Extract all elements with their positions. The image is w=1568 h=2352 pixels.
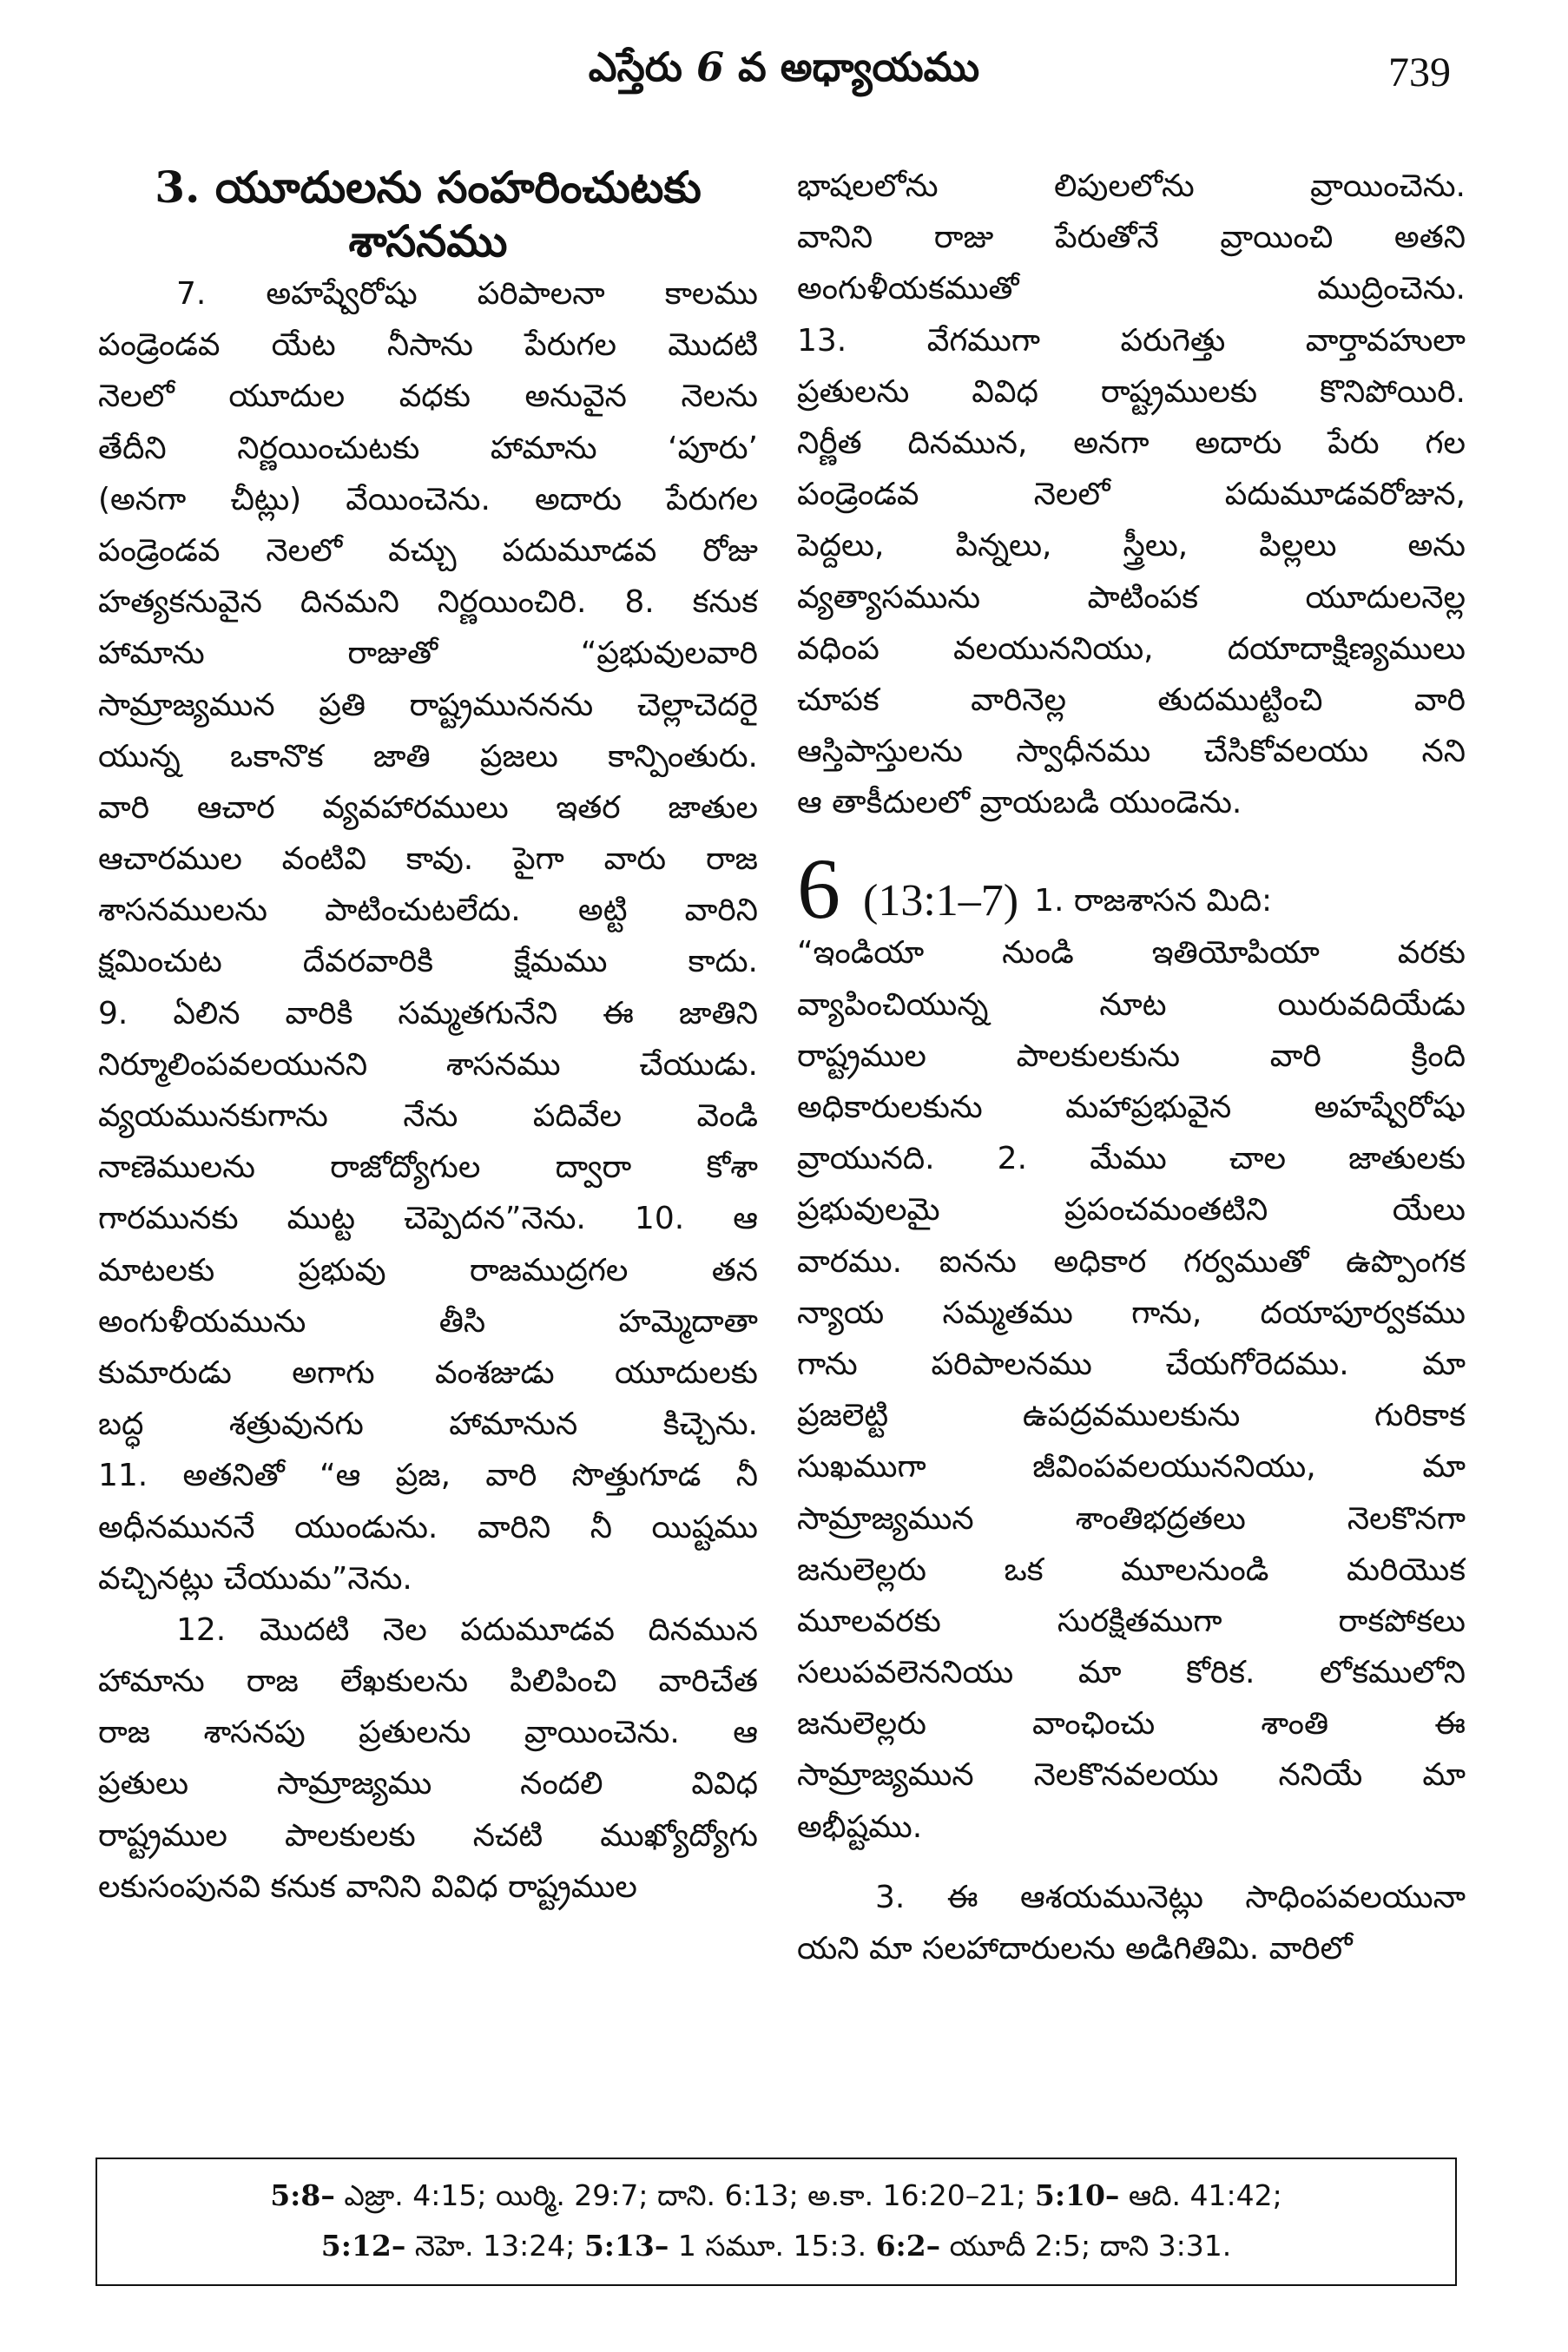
cross-reference-verse: 5:13– [583,2229,669,2263]
running-header [0,43,1568,104]
running-title-chapter-number: 6 [696,43,725,90]
text-line: గాను పరిపాలనము చేయగోరెదము. మా [797,1346,1466,1382]
text-line: తేదీని నిర్ణయించుటకు హామాను ‘పూరు’ [98,430,758,466]
text-line: యని మా సలహాదారులను అడిగితిమి. వారిలో [797,1931,1353,1967]
text-line: హత్యకనువైన దినమని నిర్ణయించిరి. 8. కనుక [98,584,758,621]
text-line: పండ్రెండవ నెలలో పదుమూడవరోజున, [797,477,1466,513]
chapter-reference: (13:1–7) [863,876,1019,926]
text-line: వానిని రాజు పేరుతోనే వ్రాయించి అతని [797,220,1466,256]
text-line: నిర్మూలింపవలయునని శాసనము చేయుడు. [98,1046,758,1083]
text-line: బద్ధ శత్రువునగు హామానున కిచ్చెను. [98,1407,758,1443]
text-line: ఆచారముల వంటివి కావు. పైగా వారు రాజ [98,841,758,878]
text-line: వారము. ఐనను అధికార గర్వముతో ఉప్పొంగక [797,1243,1466,1280]
chapter-number: 6 [797,840,840,928]
text-line: ప్రతులను వివిధ రాష్ట్రములకు కొనిపోయిరి. [797,373,1466,410]
text-line: వ్రాయునది. 2. మేము చాల జాతులకు [797,1141,1466,1177]
text-line: ప్రభువులమై ప్రపంచమంతటిని యేలు [797,1192,1466,1229]
text-line: జనులెల్లరు వాంఛించు శాంతి ఈ [797,1706,1466,1743]
left-body-text [98,268,758,1913]
text-line: శాసనములను పాటించుటలేదు. అట్టి వారిని [98,893,758,929]
text-line: వ్యత్యాసమును పాటింపక యూదులనెల్ల [797,579,1466,616]
cross-reference-verse: 6:2– [875,2229,941,2263]
text-line: 7. అహష్వేరోషు పరిపాలనా కాలము [176,276,758,312]
text-line: న్యాయ సమ్మతము గాను, దయాపూర్వకము [797,1295,1466,1331]
text-line: హామాను రాజ లేఖకులను పిలిపించి వారిచేత [98,1664,758,1700]
right-body-text-final [797,1872,1466,1974]
text-line: వ్యయమునకుగాను నేను పదివేల వెండి [98,1098,758,1134]
cross-reference-verse: 5:8– [270,2178,335,2212]
text-line: కుమారుడు అగాగు వంశజుడు యూదులకు [98,1354,758,1391]
text-line: మాటలకు ప్రభువు రాజముద్రగల తన [98,1252,758,1288]
text-line: సలుపవలెననియు మా కోరిక. లోకములోని [797,1655,1466,1691]
text-line: గారమునకు ముట్ట చెప్పెదన”నెను. 10. ఆ [98,1201,758,1237]
cross-reference-citation: నెహె. 13:24; [405,2229,584,2263]
section-heading [98,161,758,214]
text-line: వచ్చినట్లు చేయుమ”నెను. [98,1560,412,1597]
text-line: 3. ఈ ఆశయమునెట్లు సాధింపవలయునా [875,1879,1466,1915]
text-line: “ఇండియా నుండి ఇతియోపియా వరకు [797,935,1466,972]
cross-reference-citation: ఆది. 41:42; [1119,2178,1282,2212]
right-column [797,161,1466,1974]
running-title-post: వ అధ్యాయము [724,43,980,90]
text-line: లకుసంపునవి కనుక వానిని వివిధ రాష్ట్రముల [98,1868,637,1905]
text-line: వారి ఆచార వ్యవహారములు ఇతర జాతుల [98,789,758,826]
text-line: అభీష్టము. [797,1808,923,1845]
text-line: (అనగా చీట్లు) వేయించెను. అదారు పేరుగల [98,481,758,517]
text-line: సామ్రాజ్యమున నెలకొనవలయు ననియే మా [797,1757,1466,1794]
text-line: 13. వేగముగా పరుగెత్తు వార్తావహులా [797,322,1466,359]
right-body-text-top [797,161,1466,828]
text-line: నిర్ణీత దినమున, అనగా అదారు పేరు గల [797,425,1466,461]
text-line: వధింప వలయుననియు, దయాదాక్షిణ్యములు [797,630,1466,667]
cross-reference-verse: 5:10– [1034,2178,1120,2212]
text-line: హామాను రాజుతో “ప్రభువులవారి [98,636,758,672]
text-line: రాజ శాసనపు ప్రతులను వ్రాయించెను. ఆ [98,1715,758,1751]
text-line: అంగుళీయమును తీసి హమ్మెదాతా [98,1303,758,1340]
text-line: ప్రజలెట్టి ఉపద్రవములకును గురికాక [797,1398,1466,1434]
text-line: పండ్రెండవ యేట నీసాను పేరుగల మొదటి [98,327,758,364]
section-heading-number: 3. [155,161,201,213]
text-line: 11. అతనితో “ఆ ప్రజ, వారి సొత్తుగూడ నీ [98,1458,758,1494]
text-line: అధికారులకును మహాప్రభువైన అహష్వేరోషు [797,1090,1466,1125]
text-line: అంగుళీయకముతో ముద్రించెను. [797,271,1466,307]
text-line: మూలవరకు సురక్షితముగా రాకపోకలు [797,1603,1466,1639]
cross-reference-citation: యూదీ 2:5; దాని 3:31. [940,2229,1232,2263]
cross-reference-line-1 [97,2178,1455,2219]
cross-reference-citation: ఎజ్రా. 4:15; యిర్మి. 29:7; దాని. 6:13; అ.కా. 16:20–21; [334,2178,1035,2212]
text-line: యున్న ఒకానొక జాతి ప్రజలు కాన్పింతురు. [98,738,758,774]
text-line: భాషలలోను లిపులలోను వ్రాయించెను. [797,168,1466,204]
text-line: జనులెల్లరు ఒక మూలనుండి మరియొక [797,1552,1466,1588]
text-line: సామ్రాజ్యమున ప్రతి రాష్ట్రముననను చెల్లాచెదరై [98,687,758,723]
text-line: నాణెములను రాజోద్యోగుల ద్వారా కోశా [98,1150,758,1186]
text-line: వ్యాపించియున్న నూట యిరువదియేడు [797,986,1466,1023]
chapter-first-words: 1. రాజశాసన మిది: [1034,883,1273,919]
text-line: సుఖముగా జీవింపవలయుననియు, మా [797,1449,1466,1486]
text-line: చూపక వారినెల్ల తుదముట్టించి వారి [797,682,1466,718]
text-line: ప్రతులు సామ్రాజ్యము నందలి వివిధ [98,1766,758,1802]
text-line: రాష్ట్రముల పాలకులకును వారి క్రింది [797,1038,1466,1074]
text-line: పండ్రెండవ నెలలో వచ్చు పదుమూడవ రోజు [98,532,758,569]
text-line: 9. ఏలిన వారికి సమ్మతగునేని ఈ జాతిని [98,995,758,1031]
cross-reference-verse: 5:12– [320,2229,406,2263]
text-line: రాష్ట్రముల పాలకులకు నచటి ముఖ్యోద్యోగు [98,1817,758,1854]
text-line: అధీనముననే యుండును. వారిని నీ యిష్టము [98,1509,758,1545]
running-title-pre: ఎస్తేరు [588,43,696,90]
page-number: 739 [1388,49,1451,96]
cross-reference-line-2 [97,2229,1455,2270]
right-body-text-bottom [797,927,1466,1852]
section-heading-line2: శాసనము [348,216,508,267]
text-line: 12. మొదటి నెల పదుమూడవ దినమున [176,1611,758,1648]
text-line: సామ్రాజ్యమున శాంతిభద్రతలు నెలకొనగా [797,1500,1466,1537]
text-line: క్షమించుట దేవరవారికి క్షేమము కాదు. [98,944,758,980]
text-line: నెలలో యూదుల వధకు అనువైన నెలను [98,379,758,415]
chapter-start [797,840,1466,927]
text-line: ఆస్తిపాస్తులను స్వాధీనము చేసికోవలయు నని [797,734,1466,770]
section-heading-line1: యూదులను సంహరించుటకు [200,162,702,213]
text-line: ఆ తాకీదులలో వ్రాయబడి యుండెను. [797,785,1242,821]
text-line: పెద్దలు, పిన్నలు, స్త్రీలు, పిల్లలు అను [797,528,1466,564]
paragraph-gap [797,1853,1466,1872]
left-column [98,161,758,1913]
running-title [0,43,1568,101]
cross-reference-box [96,2158,1457,2286]
cross-reference-citation: 1 సమూ. 15:3. [669,2229,876,2263]
